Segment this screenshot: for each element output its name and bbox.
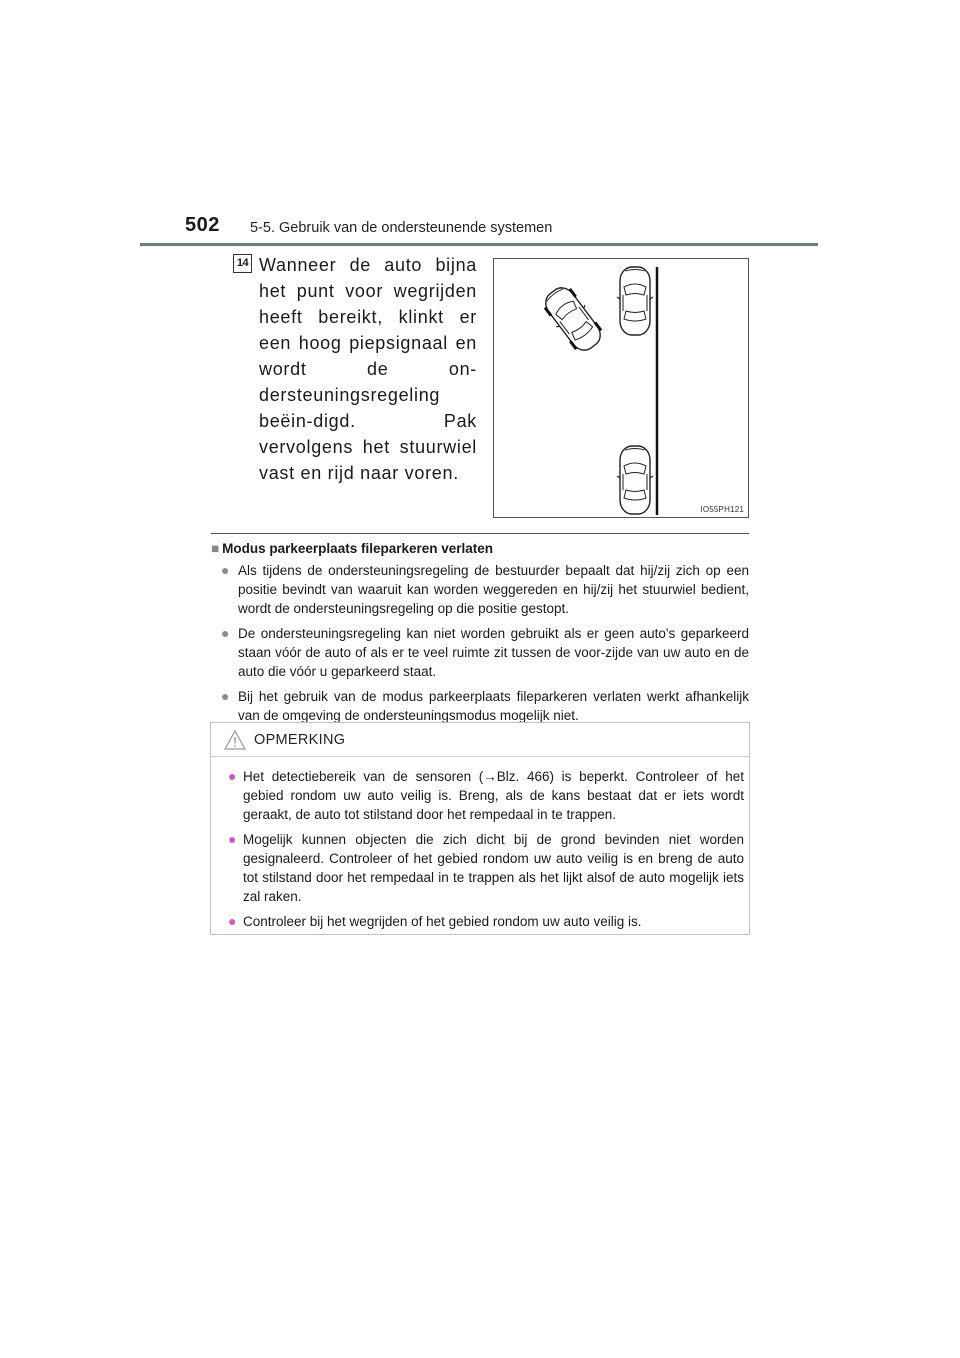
parking-diagram	[494, 259, 748, 517]
parking-illustration	[493, 258, 749, 518]
header-rule	[140, 243, 818, 246]
bullet-icon: ●	[221, 688, 230, 704]
notice-list	[228, 767, 744, 937]
step-text: Wanneer de auto bijna het punt voor wegrijden heeft bereikt, klinkt er een hoog piepsignaal en wordt de on-dersteuningsregeling beëin-digd. Pak vervolgens het stuurwiel vast en rijd naar voren.	[259, 255, 477, 483]
list-item-text: Mogelijk kunnen objecten die zich dicht bij de grond bevinden niet worden gesignaleerd. Controleer of het gebied rondom uw auto veilig is en breng de auto tot stilstand door het rempedaal in te trappen als het lijkt alsof de auto mogelijk iets zal raken.	[243, 832, 744, 904]
info-heading	[211, 541, 493, 556]
notice-divider	[211, 756, 749, 757]
notice-title: OPMERKING	[254, 732, 346, 748]
section-title: 5-5. Gebruik van de ondersteunende systemen	[250, 220, 553, 236]
info-list	[221, 561, 749, 731]
bullet-icon: ●	[228, 913, 237, 929]
list-item-text: Als tijdens de ondersteuningsregeling de bestuurder bepaalt dat hij/zij zich op een positie bevindt van waaruit kan worden weggereden en hij/zij het stuurwiel bedient, wordt de ondersteuningsregeling op die positie gestopt.	[238, 563, 749, 616]
square-bullet-icon: ■	[211, 541, 220, 556]
list-item-text: Controleer bij het wegrijden of het gebied rondom uw auto veilig is.	[243, 914, 642, 929]
figure-code: IO55PH121	[700, 505, 744, 514]
section-rule	[211, 533, 749, 534]
step-badge: 14	[233, 254, 252, 273]
notice-box	[210, 722, 750, 935]
bullet-icon: ●	[221, 562, 230, 578]
departing-car-icon	[538, 281, 608, 357]
list-item-text: De ondersteuningsregeling kan niet worden gebruikt als er geen auto's geparkeerd staan vóór de auto of als er te veel ruimte zit tussen de voor-zijde van uw auto en de auto die vóór u geparkeerd staat.	[238, 626, 749, 679]
info-heading-text: Modus parkeerplaats fileparkeren verlaten	[222, 541, 494, 556]
parked-car-rear-icon	[617, 446, 653, 514]
list-item	[228, 912, 744, 931]
list-item	[221, 624, 749, 681]
parked-car-front-icon	[617, 267, 653, 335]
bullet-icon: ●	[221, 625, 230, 641]
list-item	[228, 830, 744, 906]
list-item	[228, 767, 744, 824]
bullet-icon: ●	[228, 768, 237, 784]
list-item	[221, 561, 749, 618]
page-number: 502	[185, 214, 220, 236]
bullet-icon: ●	[228, 831, 237, 847]
list-item-text: Bij het gebruik van de modus parkeerplaats fileparkeren verlaten werkt afhankelijk van de omgeving de ondersteuningsmodus mogelijk niet.	[238, 689, 749, 723]
list-item-text: Het detectiebereik van de sensoren (→Blz. 466) is beperkt. Controleer of het gebied rondom uw auto veilig is. Breng, als de kans bestaat dat er iets wordt geraakt, de auto tot stilstand door het rempedaal in te trappen.	[243, 769, 744, 822]
list-item	[221, 687, 749, 725]
warning-triangle-icon	[224, 730, 246, 750]
